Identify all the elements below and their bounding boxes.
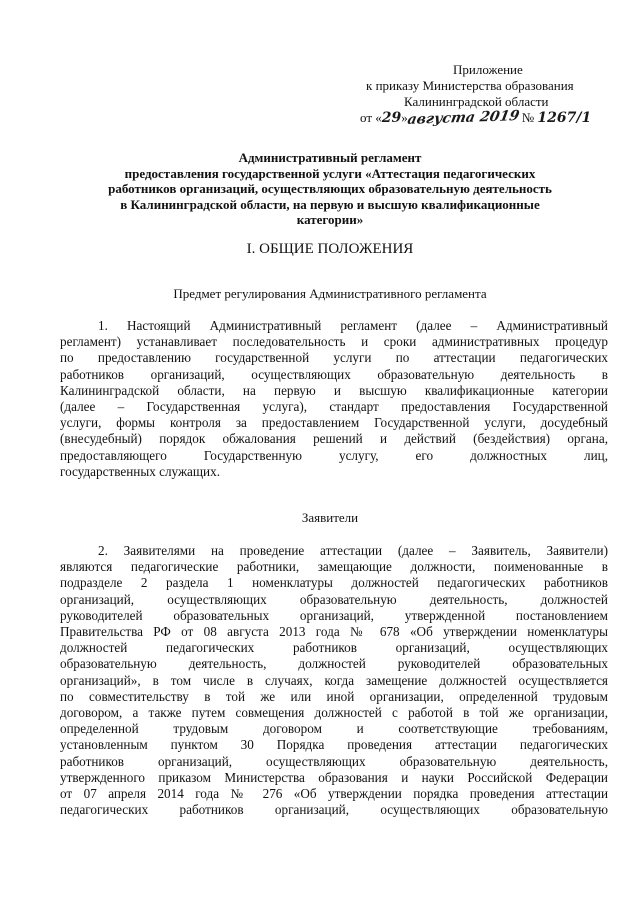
paragraph-line: определенной трудовым договором и соответствующие требованиям,	[60, 721, 608, 737]
paragraph-line: установленным пунктом 30 Порядка проведения аттестации педагогических	[60, 737, 608, 753]
date-prefix: от «	[360, 110, 382, 125]
paragraph-line: (далее – Государственная услуга), стандарт предоставления Государственной	[60, 399, 608, 415]
paragraph-line: организаций, осуществляющих образовательную деятельность, должностей	[60, 591, 608, 607]
paragraph-line: (внесудебный) порядок обжалования решений и действий (бездействия) органа,	[60, 431, 608, 447]
subheading-applicants: Заявители	[301, 510, 359, 525]
title-line: работников организаций, осуществляющих образовательную деятельность	[108, 181, 552, 196]
section-heading: I. ОБЩИЕ ПОЛОЖЕНИЯ	[246, 241, 414, 257]
paragraph-line: 2. Заявителями на проведение аттестации (далее – Заявитель, Заявители)	[98, 543, 608, 558]
appendix-title: Приложение	[453, 62, 523, 77]
subheading-regulation-subject: Предмет регулирования Административного регламента	[173, 286, 487, 301]
paragraph-line: руководителей образовательных организаций, утвержденной постановлением	[60, 607, 608, 623]
paragraph-line: услуги, формы контроля за предоставлением Государственной услуги, досудебный	[60, 415, 608, 431]
appendix-order-line: к приказу Министерства образования	[366, 78, 574, 93]
appendix-region-line: Калининградской области	[404, 94, 549, 109]
paragraph-line: государственных служащих.	[60, 463, 221, 479]
paragraph-line: должностей педагогических работников организаций, осуществляющих	[60, 640, 608, 656]
paragraph-line: 1. Настоящий Административный регламент (далее – Административный	[98, 318, 608, 333]
handwritten-month-year: августа 2019	[405, 108, 521, 128]
paragraph-line: педагогических работников организаций, осуществляющих образовательную	[60, 802, 608, 818]
paragraph-line: образовательную деятельность, должностей руководителей образовательных	[60, 656, 608, 672]
paragraph-line: договором, а также путем совмещения должностей с работой в той же организации,	[60, 705, 608, 721]
title-line: категории»	[296, 212, 364, 227]
title-line: в Калининградской области, на первую и высшую квалификационные	[120, 196, 540, 212]
paragraph-line: организаций», в том числе в случаях, когда замещение должностей осуществляется	[60, 672, 608, 688]
paragraph-line: от 07 апреля 2014 года № 276 «Об утверждении порядка проведения аттестации	[60, 786, 608, 802]
appendix-date-line	[360, 110, 610, 126]
title-line: Административный регламент	[238, 150, 422, 165]
paragraph-line: являются педагогические работники, замещающие должности, поименованные в	[60, 559, 608, 575]
paragraph-line: работников организаций, осуществляющих образовательную деятельность в	[60, 366, 608, 382]
number-prefix: №	[521, 110, 535, 125]
paragraph-line: по совместительству в той же или иной организации, определенной трудовым	[60, 688, 608, 704]
paragraph-line: Правительства РФ от 08 августа 2013 года № 678 «Об утверждении номенклатуры	[60, 624, 608, 640]
paragraph-2	[60, 543, 608, 818]
document-title	[60, 150, 600, 228]
title-line: предоставления государственной услуги «Аттестация педагогических	[124, 165, 536, 181]
date-mid: »	[401, 110, 408, 125]
paragraph-line: утвержденного приказом Министерства образования и науки Российской Федерации	[60, 769, 608, 785]
handwritten-day: 29	[381, 110, 402, 126]
handwritten-order-number: 1267/1	[537, 110, 592, 126]
paragraph-line: регламент) устанавливает последовательность и сроки административных процедур	[60, 334, 608, 350]
paragraph-line: работников организаций, осуществляющих образовательную деятельность,	[60, 753, 608, 769]
paragraph-line: по предоставлению государственной услуги по аттестации педагогических	[60, 350, 608, 366]
paragraph-1	[60, 318, 608, 480]
paragraph-line: подразделе 2 раздела 1 номенклатуры должностей педагогических работников	[60, 575, 608, 591]
paragraph-line: предоставляющего Государственную услугу, его должностных лиц,	[60, 447, 608, 463]
paragraph-line: Калининградской области, на первую и высшую квалификационные категории	[60, 382, 608, 398]
appendix-block	[360, 62, 610, 126]
